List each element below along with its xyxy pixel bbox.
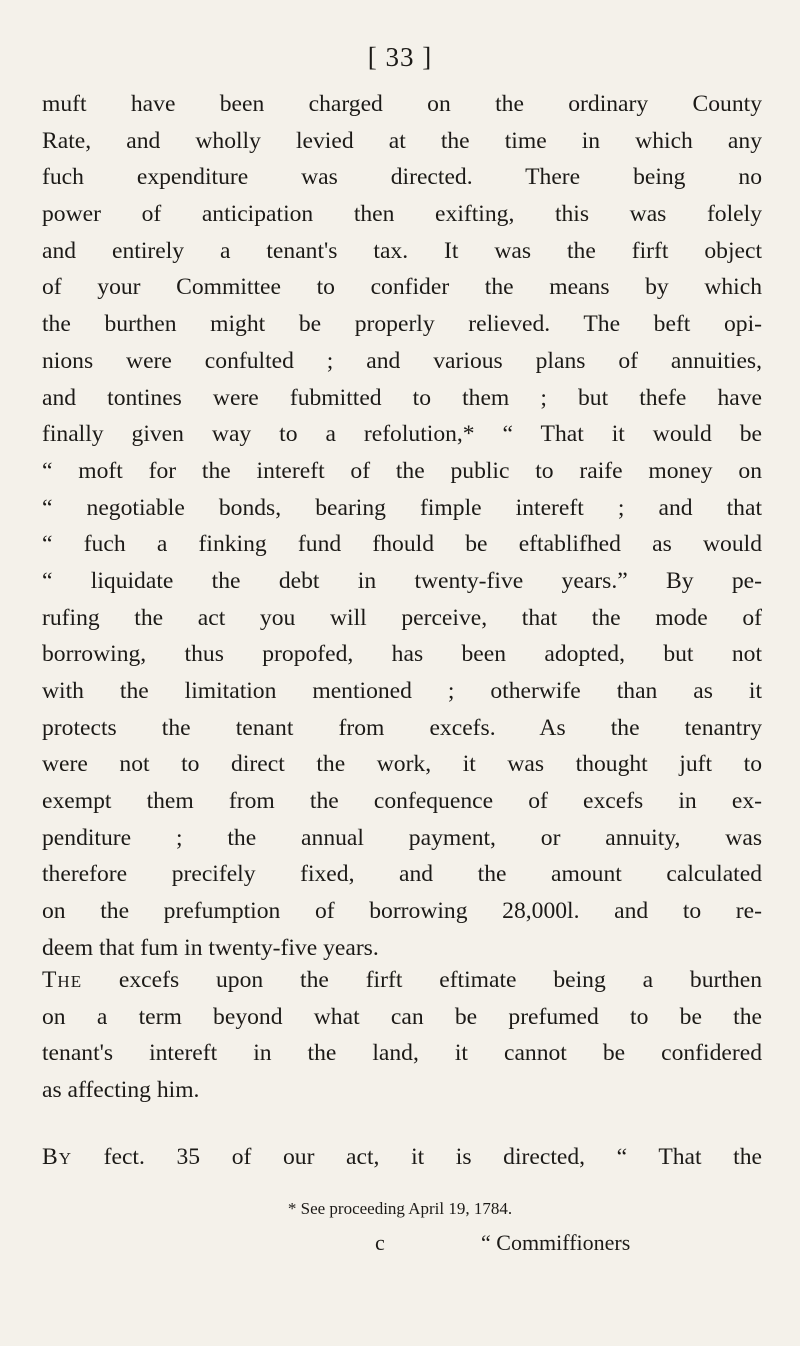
text-line: “ moft for the intereft of the public to raife money on: [42, 457, 762, 484]
paragraph-2: [42, 962, 762, 1109]
text-line: Rate, and wholly levied at the time in which any: [42, 127, 762, 154]
page-number-header: [ 33 ]: [367, 42, 433, 72]
text-line: the burthen might be properly relieved. The beft opi-: [42, 311, 762, 338]
text-line: rufing the act you will perceive, that the mode of: [42, 604, 762, 631]
signature-mark: c: [375, 1230, 385, 1255]
text-line: finally given way to a refolution,* “ That it would be: [42, 421, 762, 448]
catchword: “ Commiffioners: [481, 1230, 631, 1255]
text-line: with the limitation mentioned ; otherwife than as it: [42, 678, 762, 704]
paragraph-1: [42, 86, 762, 967]
text-line: tenant's intereft in the land, it cannot be confidered: [42, 1040, 762, 1067]
text-line: borrowing, thus propofed, has been adopted, but not: [42, 641, 762, 668]
text-line: therefore precifely fixed, and the amount calculated: [42, 861, 762, 888]
lead-word: By: [42, 1144, 73, 1170]
footnote: * See proceeding April 19, 1784.: [287, 1199, 513, 1218]
text-line: penditure ; the annual payment, or annuity, was: [42, 824, 762, 851]
text-line: power of anticipation then exifting, this was folely: [42, 201, 762, 228]
text-line: deem that fum in twenty-five years.: [42, 934, 379, 961]
text-line: muft have been charged on the ordinary County: [42, 91, 762, 117]
text-line: fuch expenditure was directed. There being no: [42, 164, 762, 191]
text-line: [42, 1139, 762, 1176]
lead-word: The: [42, 967, 83, 993]
text-line: and tontines were fubmitted to them ; but thefe have: [42, 384, 762, 411]
paragraph-3: [42, 1139, 762, 1176]
text-line: and entirely a tenant's tax. It was the firft object: [42, 237, 762, 264]
text-run: excefs upon the firft eftimate being a burthen: [82, 967, 762, 993]
text-line: on a term beyond what can be prefumed to be the: [42, 1003, 762, 1030]
text-run: fect. 35 of our act, it is directed, “ That the: [72, 1144, 762, 1170]
text-line: nions were confulted ; and various plans of annuities,: [42, 347, 762, 374]
text-line: protects the tenant from excefs. As the tenantry: [42, 714, 762, 741]
text-line: were not to direct the work, it was thought juft to: [42, 751, 762, 778]
text-line: of your Committee to confider the means by which: [42, 274, 762, 301]
text-line: “ liquidate the debt in twenty-five years.” By pe-: [42, 567, 762, 594]
text-line: “ fuch a finking fund fhould be eftablifhed as would: [42, 531, 762, 558]
text-line: exempt them from the confequence of excefs in ex-: [42, 788, 762, 815]
page-footer: [0, 1230, 800, 1264]
text-line: [42, 962, 762, 999]
text-line: as affecting him.: [42, 1077, 200, 1104]
text-line: “ negotiable bonds, bearing fimple intereft ; and that: [42, 494, 762, 521]
text-line: on the prefumption of borrowing 28,000l. and to re-: [42, 898, 762, 925]
